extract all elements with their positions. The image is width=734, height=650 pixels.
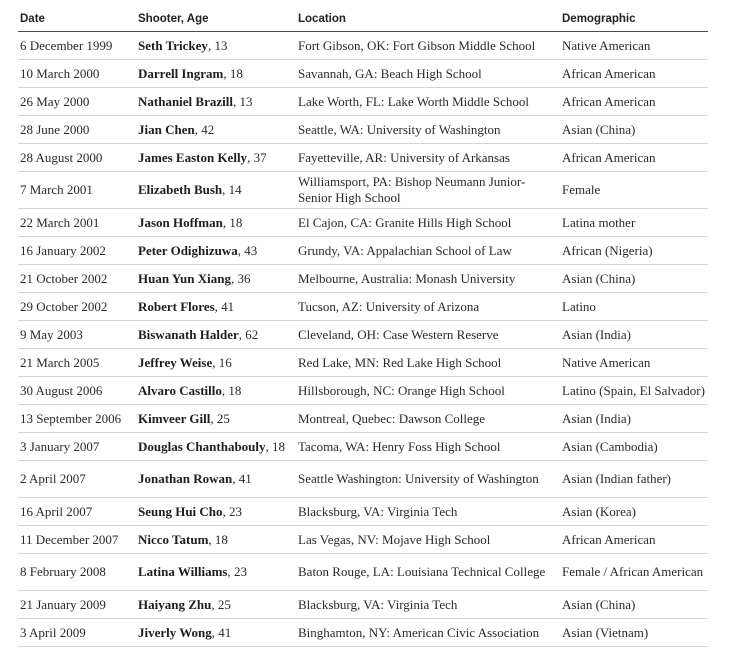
shooter-name: Kimveer Gill [138,410,211,426]
shooter-age: , 43 [237,242,258,258]
shooter-name: Douglas Chanthabouly [138,438,266,454]
shooter-age-cell [136,619,296,647]
shooter-age-cell [136,237,296,265]
location-cell: Grundy, VA: Appalachian School of Law [296,237,560,265]
demographic-cell: Female [560,172,708,209]
demographic-cell: Asian (China) [560,116,708,144]
shooter-name: Biswanath Halder [138,326,239,342]
location-cell: Tacoma, WA: Henry Foss High School [296,433,560,461]
shooter-age: , 18 [221,382,242,398]
shooter-age: , 18 [222,214,243,230]
table-row [18,237,708,265]
shooter-age-cell [136,405,296,433]
location-cell: Williamsport, PA: Bishop Neumann Junior-Senior High School [296,172,560,209]
shooter-age: , 25 [211,596,231,612]
demographic-cell: Native American [560,349,708,377]
shooter-name: Jonathan Rowan [138,471,233,486]
shooter-age-cell [136,209,296,237]
location-cell: Las Vegas, NV: Mojave High School [296,526,560,554]
shooter-age-cell [136,526,296,554]
shooter-age-cell [136,554,296,591]
table-row [18,349,708,377]
demographic-cell: Asian (India) [560,405,708,433]
demographic-cell: Asian (Vietnam) [560,619,708,647]
shooter-name: Seung Hui Cho [138,503,223,519]
table-row [18,619,708,647]
shooter-age-cell [136,144,296,172]
demographic-cell: African American [560,88,708,116]
shooter-name: Seth Trickey [138,37,208,53]
table-row [18,498,708,526]
table-body [18,32,708,647]
shooter-age-cell [136,116,296,144]
date-cell: 8 February 2008 [18,554,136,591]
shooter-age: , 41 [214,298,235,314]
location-cell: Seattle, WA: University of Washington [296,116,560,144]
shooter-age: , 23 [227,564,247,579]
date-cell: 29 October 2002 [18,293,136,321]
shooter-age: , 37 [247,149,267,165]
location-cell: Fayetteville, AR: University of Arkansas [296,144,560,172]
date-cell: 28 June 2000 [18,116,136,144]
shooter-age: , 62 [238,326,259,342]
date-cell: 6 December 1999 [18,32,136,60]
shooter-name: Haiyang Zhu [138,596,212,612]
table-row [18,265,708,293]
date-cell: 21 October 2002 [18,265,136,293]
shooter-age-cell [136,88,296,116]
demographic-cell: Latina mother [560,209,708,237]
shooter-age-cell [136,349,296,377]
table-row [18,88,708,116]
shooter-age-cell [136,461,296,498]
location-cell: Binghamton, NY: American Civic Association [296,619,560,647]
table-row [18,209,708,237]
date-cell: 21 March 2005 [18,349,136,377]
location-cell: Lake Worth, FL: Lake Worth Middle School [296,88,560,116]
table-row [18,377,708,405]
demographic-cell: Latino (Spain, El Salvador) [560,377,708,405]
shooter-age: , 18 [265,438,286,454]
demographic-cell: Asian (Indian father) [560,461,708,498]
shooter-age-cell [136,293,296,321]
column-header-location: Location [296,4,560,32]
date-cell: 21 January 2009 [18,591,136,619]
demographic-cell: African American [560,60,708,88]
shooter-name: Huan Yun Xiang [138,270,231,286]
shooter-age: , 13 [232,93,253,109]
location-cell: Melbourne, Australia: Monash University [296,265,560,293]
shooter-age-cell [136,433,296,461]
shooter-age-cell [136,172,296,209]
column-header-date: Date [18,4,136,32]
date-cell: 2 April 2007 [18,461,136,498]
shooter-name: Alvaro Castillo [138,382,222,398]
table-row [18,554,708,591]
column-header-shooter-age: Shooter, Age [136,4,296,32]
table-row [18,591,708,619]
shooter-age: , 36 [230,270,251,286]
table-row [18,116,708,144]
shooter-name: James Easton Kelly [138,149,248,165]
shooter-age-cell [136,498,296,526]
table-row [18,32,708,60]
shooter-age: , 41 [211,624,232,640]
demographic-cell: African American [560,526,708,554]
date-cell: 16 January 2002 [18,237,136,265]
date-cell: 3 April 2009 [18,619,136,647]
shooter-age: , 16 [212,354,232,370]
date-cell: 28 August 2000 [18,144,136,172]
date-cell: 11 December 2007 [18,526,136,554]
location-cell: Red Lake, MN: Red Lake High School [296,349,560,377]
date-cell: 7 March 2001 [18,172,136,209]
demographic-cell: African (Nigeria) [560,237,708,265]
shooter-name: Peter Odighizuwa [138,242,238,258]
shooter-name: Jason Hoffman [138,214,223,230]
demographic-cell: African American [560,144,708,172]
demographic-cell: Latino [560,293,708,321]
date-cell: 26 May 2000 [18,88,136,116]
shooter-age: , 23 [222,503,243,519]
date-cell: 13 September 2006 [18,405,136,433]
table-row [18,172,708,209]
table-row [18,405,708,433]
date-cell: 16 April 2007 [18,498,136,526]
location-cell: Blacksburg, VA: Virginia Tech [296,498,560,526]
shooter-age-cell [136,265,296,293]
demographic-cell: Asian (China) [560,591,708,619]
shooter-age-cell [136,60,296,88]
shooter-name: Elizabeth Bush [138,182,223,197]
location-cell: Cleveland, OH: Case Western Reserve [296,321,560,349]
shooter-age-cell [136,591,296,619]
shooter-name: Nicco Tatum [138,531,209,547]
location-cell: Hillsborough, NC: Orange High School [296,377,560,405]
table-row [18,293,708,321]
shooter-age-cell [136,321,296,349]
shooter-name: Darrell Ingram [138,65,224,81]
location-cell: Montreal, Quebec: Dawson College [296,405,560,433]
demographic-cell: Asian (China) [560,265,708,293]
demographic-cell: Female / African American [560,554,708,591]
shooter-age: , 42 [194,121,215,137]
shooter-name: Jian Chen [138,121,195,137]
shooter-age: , 18 [208,531,228,547]
location-cell: Blacksburg, VA: Virginia Tech [296,591,560,619]
demographic-cell: Native American [560,32,708,60]
location-cell: Baton Rouge, LA: Louisiana Technical College [296,554,560,591]
table-row [18,321,708,349]
header-row [18,4,708,32]
demographic-cell: Asian (Cambodia) [560,433,708,461]
table-row [18,144,708,172]
shooter-age: , 18 [223,65,243,81]
location-cell: Savannah, GA: Beach High School [296,60,560,88]
table-row [18,526,708,554]
shooter-name: Robert Flores [138,298,215,314]
shooter-age: , 41 [232,471,252,486]
date-cell: 3 January 2007 [18,433,136,461]
date-cell: 30 August 2006 [18,377,136,405]
school-shootings-table [18,4,708,647]
column-header-demographic: Demographic [560,4,708,32]
location-cell: Fort Gibson, OK: Fort Gibson Middle School [296,32,560,60]
demographic-cell: Asian (India) [560,321,708,349]
location-cell: Tucson, AZ: University of Arizona [296,293,560,321]
table-row [18,433,708,461]
shooter-age-cell [136,377,296,405]
demographic-cell: Asian (Korea) [560,498,708,526]
shooter-name: Nathaniel Brazill [138,93,233,109]
shooter-name: Jiverly Wong [138,624,212,640]
date-cell: 22 March 2001 [18,209,136,237]
date-cell: 9 May 2003 [18,321,136,349]
shooter-name: Jeffrey Weise [138,354,213,370]
shooter-age: , 25 [210,410,230,426]
shooter-age: , 13 [207,37,228,53]
table-row [18,461,708,498]
location-cell: Seattle Washington: University of Washington [296,461,560,498]
shooter-age: , 14 [222,182,242,197]
table-row [18,60,708,88]
shooter-name: Latina Williams [138,564,228,579]
shooter-age-cell [136,32,296,60]
location-cell: El Cajon, CA: Granite Hills High School [296,209,560,237]
date-cell: 10 March 2000 [18,60,136,88]
